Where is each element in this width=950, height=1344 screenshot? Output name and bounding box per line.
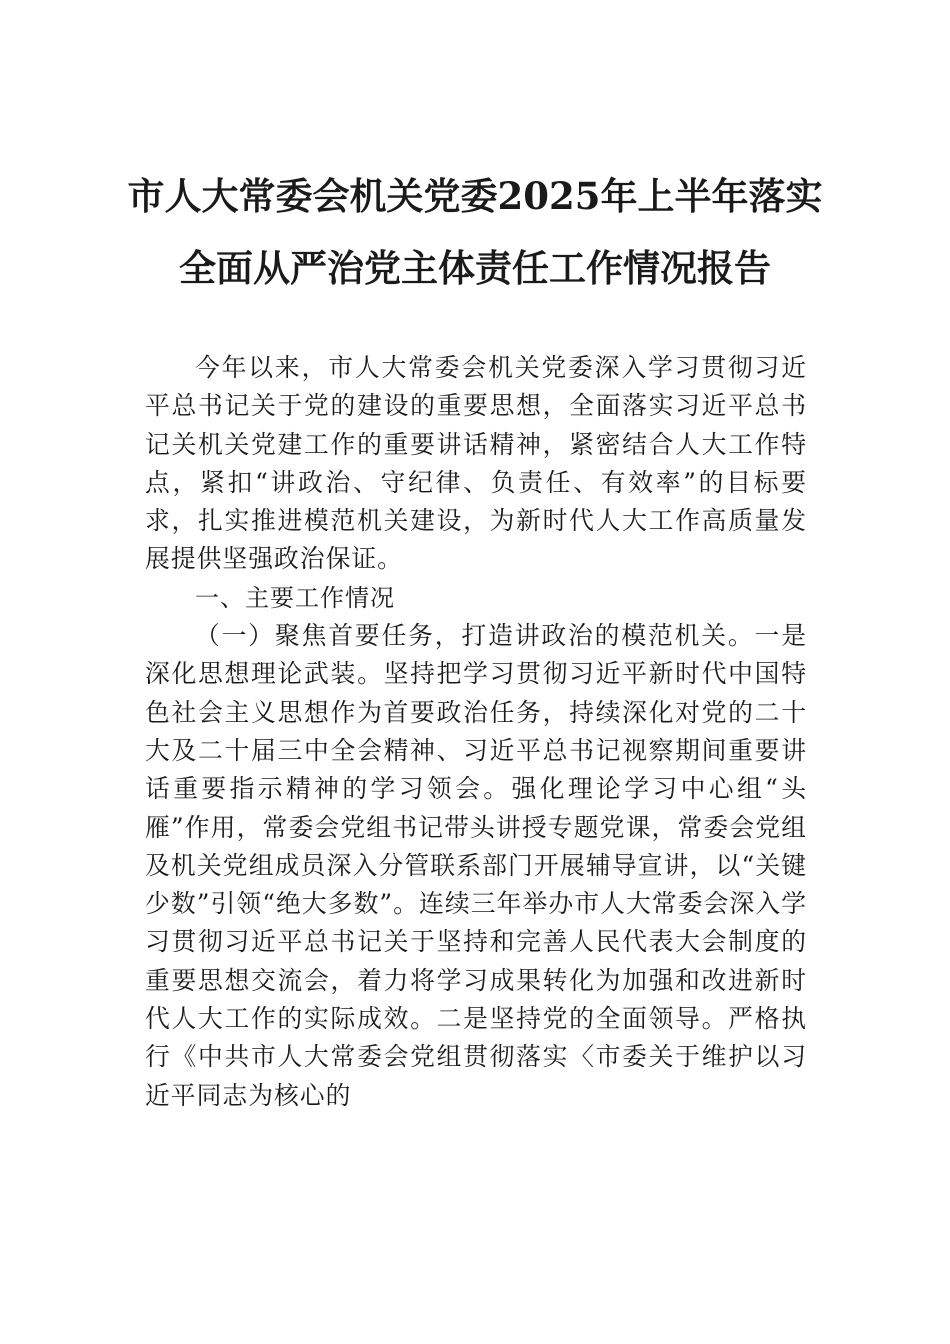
section-heading-main-work: 一、主要工作情况 [195, 583, 395, 612]
intro-paragraph: 今年以来，市人大常委会机关党委深入学习贯彻习近平总书记关于党的建设的重要思想，全面落实习近平总书记关机关党建工作的重要讲话精神，紧密结合人大工作特点，紧扣“讲政治、守纪律、负责任、有效率”的目标要求，扎实推进模范机关建设，为新时代人大工作高质量发展提供坚强政治保证。 [145, 353, 807, 574]
document-title-line-2: 全面从严治党主体责任工作情况报告 [179, 246, 771, 290]
section-1-paragraph-1: （一）聚焦首要任务，打造讲政治的模范机关。一是深化思想理论武装。坚持把学习贯彻习近平新时代中国特色社会主义思想作为首要政治任务，持续深化对党的二十大及二十届三中全会精神、习近平总书记视察期间重要讲话重要指示精神的学习领会。强化理论学习中心组“头雁”作用，常委会党组书记带头讲授专题党课，常委会党组及机关党组成员深入分管联系部门开展辅导宣讲，以“关键少数”引领“绝大多数”。连续三年举办市人大常委会深入学习贯彻习近平总书记关于坚持和完善人民代表大会制度的重要思想交流会，着力将学习成果转化为加强和改进新时代人大工作的实际成效。二是坚持党的全面领导。严格执行《中共市人大常委会党组贯彻落实〈市委关于维护以习近平同志为核心的 [145, 621, 807, 1110]
document-body [145, 349, 807, 1115]
document-title-line-1: 市人大常委会机关党委2025年上半年落实 [127, 174, 823, 218]
